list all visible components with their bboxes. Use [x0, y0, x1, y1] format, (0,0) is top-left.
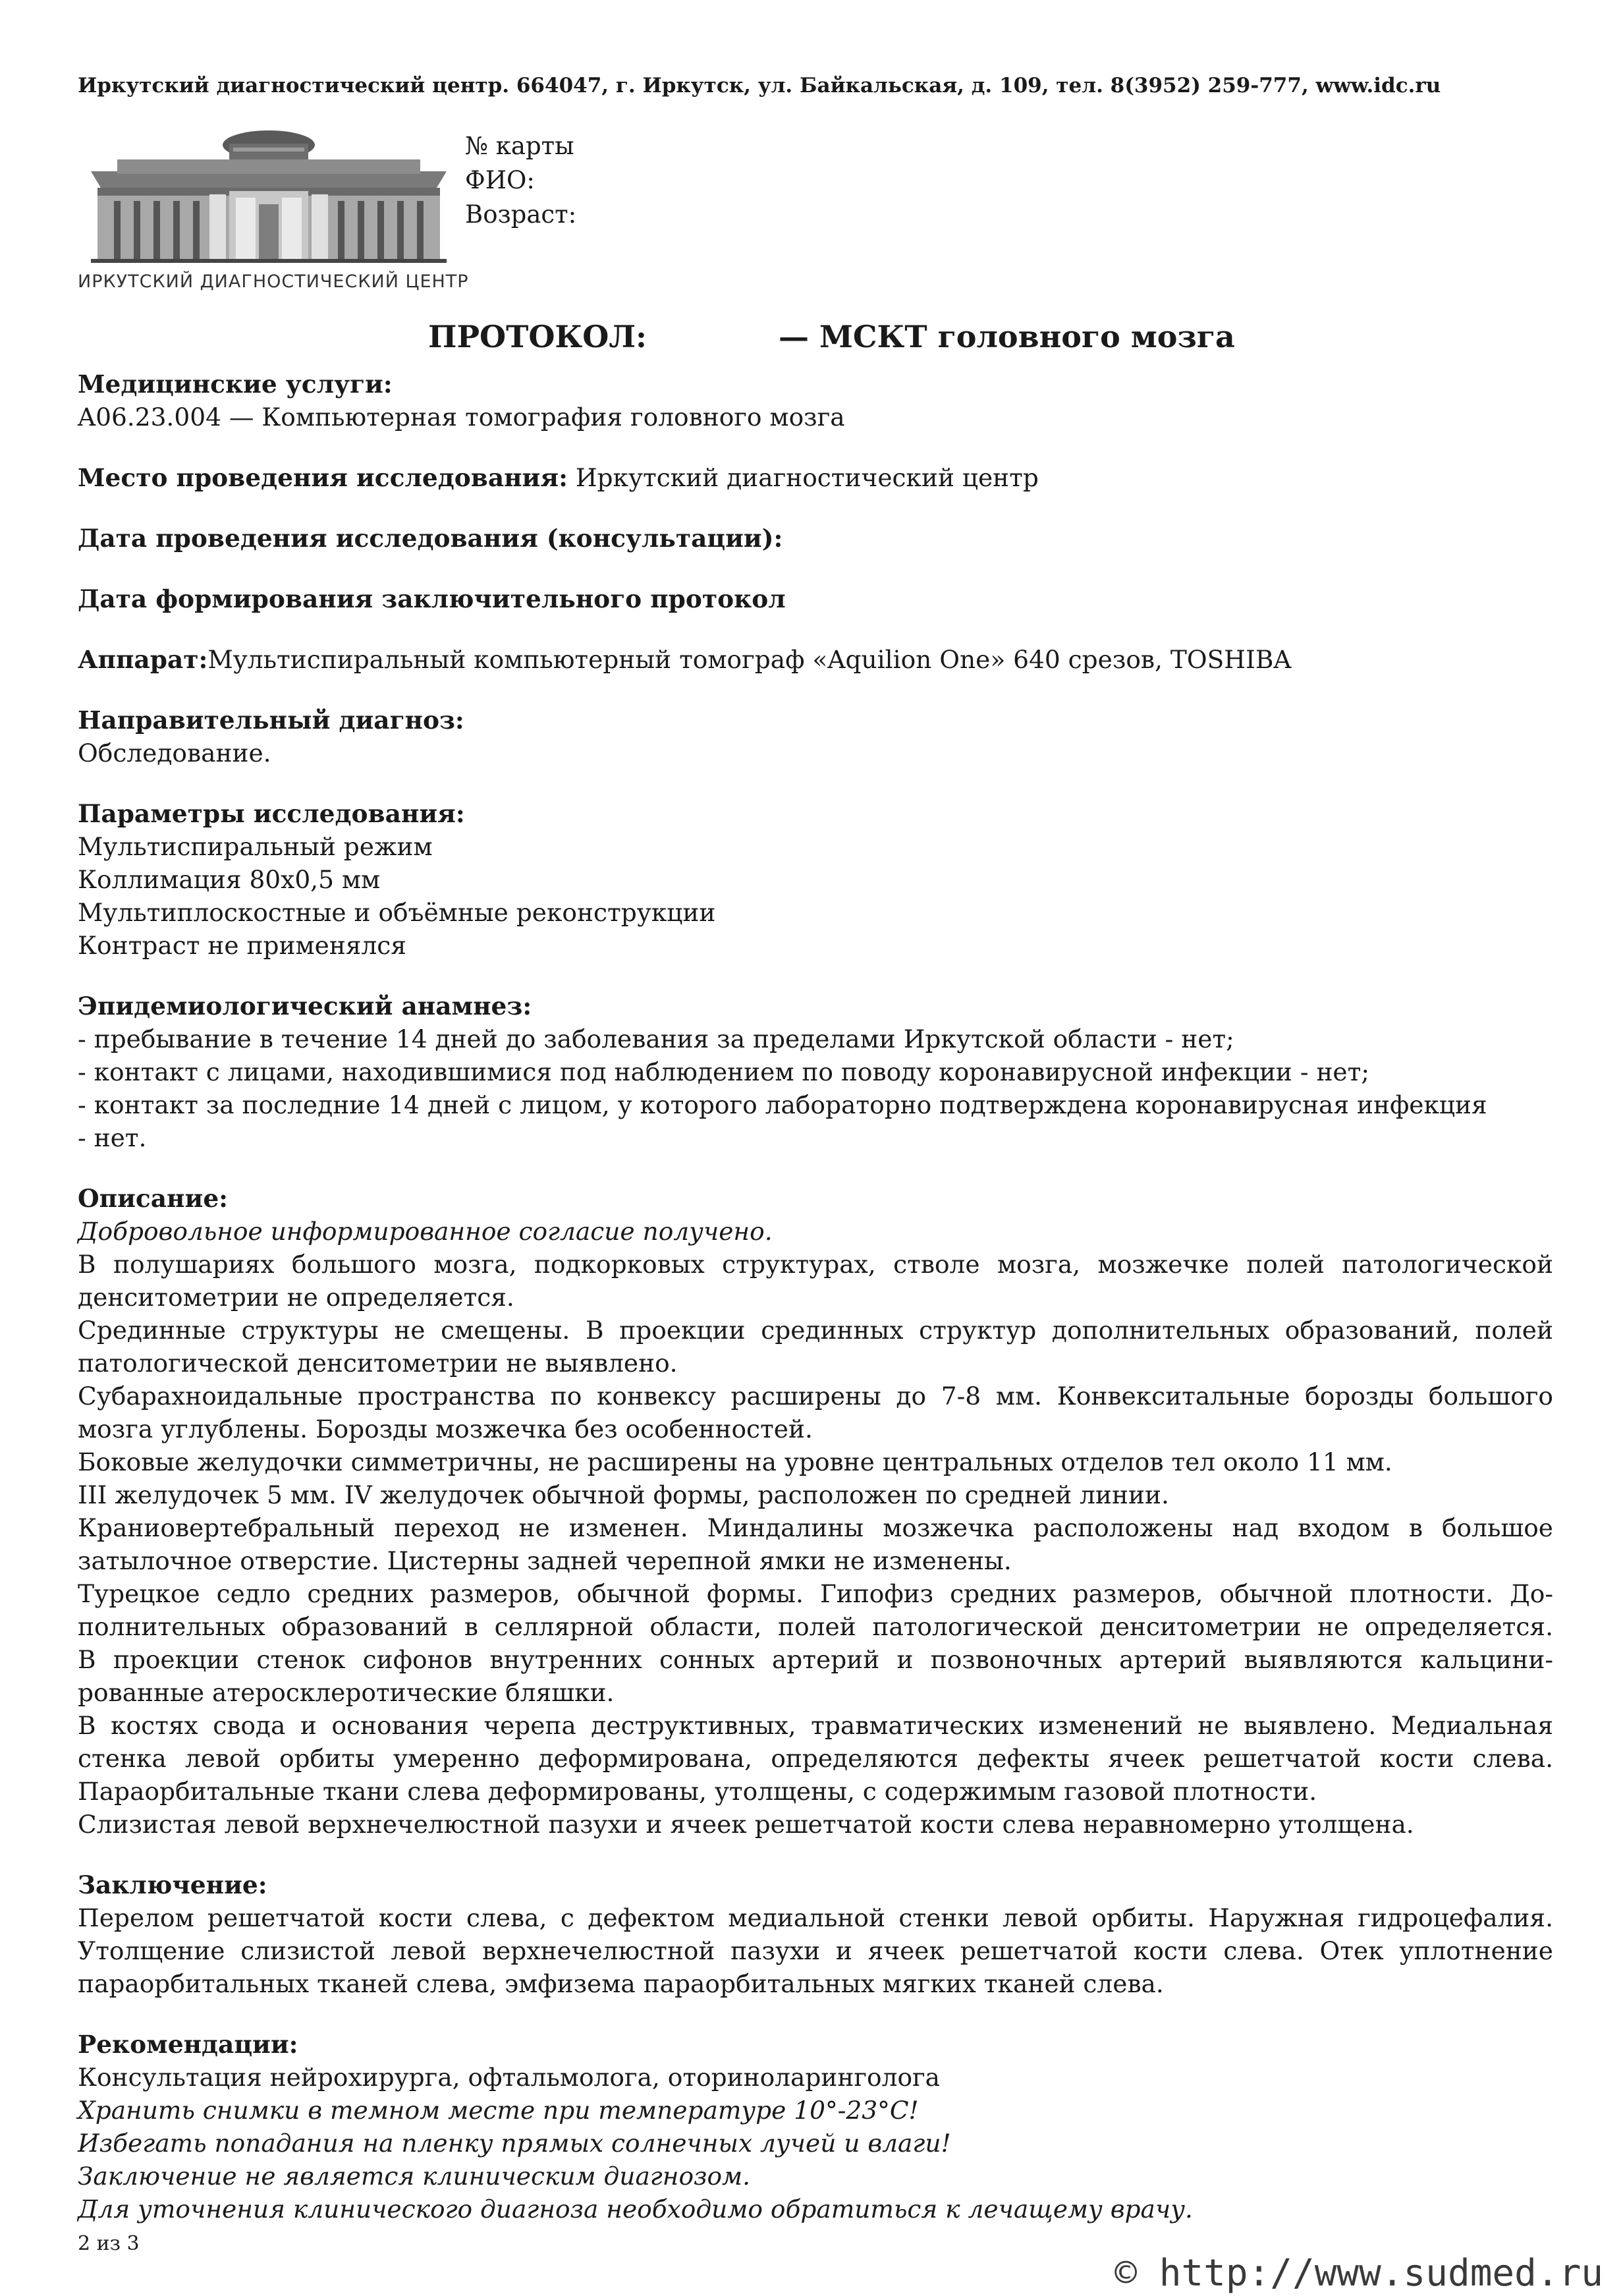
title-prefix: ПРОТОКОЛ:: [428, 319, 647, 354]
services-value: A06.23.004 — Компьютерная томография головного мозга: [78, 403, 845, 432]
consult-line: Консультация нейрохирурга, офтальмолога, оториноларинголога: [78, 2063, 941, 2092]
params-section: [78, 797, 1553, 962]
device-section: [78, 643, 1553, 676]
recommendation-note: Хранить снимки в темном месте при температуре 10°-23°С!: [78, 2096, 919, 2125]
place-section: [78, 461, 1553, 494]
epid-line: - контакт с лицами, находившимися под наблюдением по поводу коронавирусной инфекции - нет;: [78, 1057, 1370, 1086]
page-number: 2 из 3: [78, 2232, 140, 2255]
protocol-date-label: Дата формирования заключительного протокол: [78, 584, 786, 613]
place-label: Место проведения исследования:: [78, 463, 568, 492]
title-suffix: — МСКТ головного мозга: [778, 319, 1235, 354]
device-label: Аппарат:: [78, 645, 208, 674]
params-line: Мультиспиральный режим: [78, 832, 433, 861]
params-line: Коллимация 80х0,5 мм: [78, 865, 381, 894]
idc-logo: [78, 125, 469, 303]
description-section: [78, 1182, 1553, 1841]
study-date-label: Дата проведения исследования (консультации):: [78, 524, 783, 553]
place-value: Иркутский диагностический центр: [567, 463, 1039, 492]
referral-section: [78, 704, 1553, 770]
description-line: мозга углублены. Борозды мозжечка без особенностей.: [78, 1414, 813, 1443]
epid-line: - пребывание в течение 14 дней до заболевания за пределами Иркутской области - нет;: [78, 1024, 1234, 1053]
conclusion-line: параорбитальных тканей слева, эмфизема параорбитальных мягких тканей слева.: [78, 1969, 1164, 1998]
watermark: © http://www.sudmed.ru: [1114, 2252, 1603, 2295]
services-section: [78, 368, 1553, 434]
description-line: Турецкое седло средних размеров, обычной формы. Гипофиз средних размеров, обычной плотности. До-: [78, 1579, 1553, 1608]
consent-line: Добровольное информированное согласие получено.: [78, 1217, 773, 1246]
description-line: III желудочек 5 мм. IV желудочек обычной формы, расположен по средней линии.: [78, 1480, 1169, 1509]
page-title: [428, 319, 1235, 354]
description-line: полнительных образований в селлярной области, полей патологической денситометрии не определяется.: [78, 1612, 1553, 1641]
epid-section: [78, 990, 1553, 1154]
referral-label: Направительный диагноз:: [78, 706, 464, 735]
description-line: рованные атеросклеротические бляшки.: [78, 1678, 615, 1707]
referral-value: Обследование.: [78, 739, 271, 768]
description-line: Параорбитальные ткани слева деформированы, утолщены, с содержимым газовой плотности.: [78, 1777, 1317, 1806]
description-line: патологической денситометрии не выявлено.: [78, 1349, 678, 1378]
patient-name-label: ФИО:: [465, 166, 535, 194]
epid-line: - контакт за последние 14 дней с лицом, у которого лабораторно подтверждена коронавирусная инфекция: [78, 1090, 1487, 1119]
study-date-section: [78, 522, 1553, 555]
params-line: Контраст не применялся: [78, 931, 406, 960]
recommendations-label: Рекомендации:: [78, 2030, 298, 2059]
protocol-body: [78, 368, 1553, 2226]
description-line: В полушариях большого мозга, подкорковых структурах, стволе мозга, мозжечке полей патологической: [78, 1250, 1553, 1279]
recommendation-note: Избегать попадания на пленку прямых солнечных лучей и влаги!: [78, 2129, 951, 2158]
description-line: В костях свода и основания черепа деструктивных, травматических изменений не выявлено. Медиальная: [78, 1711, 1553, 1740]
description-line: затылочное отверстие. Цистерны задней черепной ямки не изменены.: [78, 1546, 1012, 1575]
epid-label: Эпидемиологический анамнез:: [78, 992, 532, 1021]
patient-block: [465, 129, 576, 232]
description-line: Слизистая левой верхнечелюстной пазухи и ячеек решетчатой кости слева неравномерно утолщена.: [78, 1810, 1414, 1839]
conclusion-label: Заключение:: [78, 1870, 267, 1899]
description-line: стенка левой орбиты умеренно деформирована, определяются дефекты ячеек решетчатой кости слева.: [78, 1744, 1553, 1773]
device-value: Мультиспиральный компьютерный томограф «Aquilion One» 640 срезов, TOSHIBA: [207, 645, 1292, 674]
description-line: Срединные структуры не смещены. В проекции срединных структур дополнительных образований, полей: [78, 1316, 1553, 1345]
services-label: Медицинские услуги:: [78, 370, 393, 399]
recommendations-section: [78, 2028, 1553, 2226]
patient-age-label: Возраст:: [465, 200, 577, 229]
params-label: Параметры исследования:: [78, 799, 465, 828]
description-line: Субарахноидальные пространства по конвексу расширены до 7-8 мм. Конвекситальные борозды большого: [78, 1382, 1553, 1411]
conclusion-line: Утолщение слизистой левой верхнечелюстной пазухи и ячеек решетчатой кости слева. Отек уплотнение: [78, 1936, 1553, 1965]
description-line: В проекции стенок сифонов внутренних сонных артерий и позвоночных артерий выявляются кальцини-: [78, 1645, 1553, 1674]
params-line: Мультиплоскостные и объёмные реконструкции: [78, 898, 716, 927]
description-label: Описание:: [78, 1184, 229, 1213]
description-line: денситометрии не определяется.: [78, 1283, 514, 1312]
logo-caption: ИРКУТСКИЙ ДИАГНОСТИЧЕСКИЙ ЦЕНТР: [78, 271, 469, 292]
org-header-line: Иркутский диагностический центр. 664047, г. Иркутск, ул. Байкальская, д. 109, тел. 8(3952) 259-777, www.idc.ru: [78, 74, 1441, 98]
card-number-label: № карты: [465, 132, 574, 160]
protocol-date-section: [78, 582, 1553, 615]
recommendation-note: Заключение не является клиническим диагнозом.: [78, 2162, 751, 2191]
recommendation-note: Для уточнения клинического диагноза необходимо обратиться к лечащему врачу.: [78, 2195, 1193, 2224]
description-line: Краниовертебральный переход не изменен. Миндалины мозжечка расположены над входом в большое: [78, 1513, 1553, 1542]
description-line: Боковые желудочки симметричны, не расширены на уровне центральных отделов тел около 11 мм.: [78, 1447, 1392, 1476]
conclusion-line: Перелом решетчатой кости слева, с дефектом медиальной стенки левой орбиты. Наружная гидроцефалия.: [78, 1903, 1553, 1932]
conclusion-section: [78, 1868, 1553, 2000]
epid-line: - нет.: [78, 1123, 147, 1152]
building-logo-icon: [78, 125, 460, 267]
